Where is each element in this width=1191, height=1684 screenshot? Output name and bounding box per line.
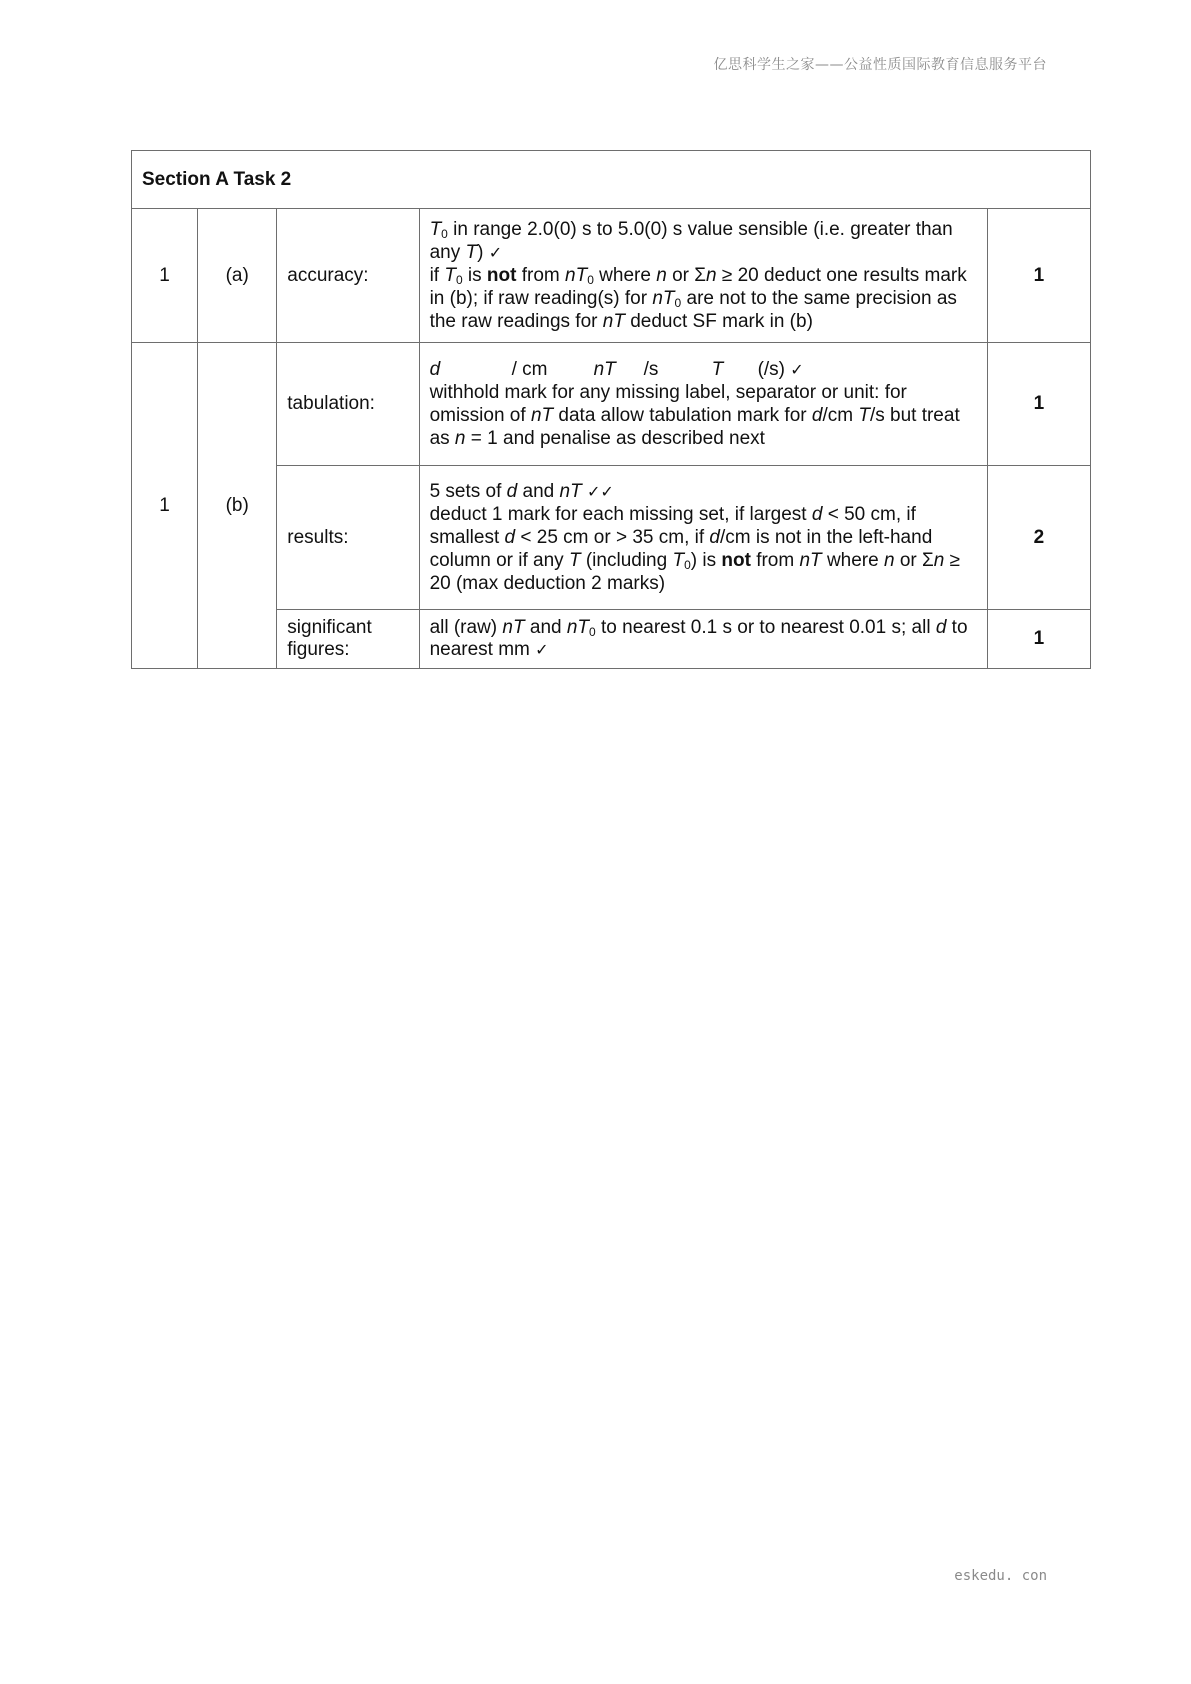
criterion-label: significant figures:	[277, 610, 419, 669]
mark-value: 1	[987, 209, 1090, 343]
section-title: Section A Task 2	[132, 151, 1091, 209]
question-part: (b)	[198, 343, 277, 669]
mark-value: 1	[987, 343, 1090, 466]
tick-icon: ✓	[600, 482, 614, 501]
criterion-label: accuracy:	[277, 209, 419, 343]
criterion-description: d / cm nT /s T (/s) ✓ withhold mark for any missing label, separator or unit: for omission of nT data allow tabulation mark for d/cm T/s but treat as n = 1 and penalise as described next	[419, 343, 987, 466]
tick-icon: ✓	[790, 360, 804, 379]
table-row-accuracy	[132, 209, 1091, 343]
criterion-label: tabulation:	[277, 343, 419, 466]
table-row-tabulation	[132, 343, 1091, 466]
mark-value: 2	[987, 466, 1090, 610]
table-header-example: d / cm nT /s T (/s) ✓	[429, 359, 804, 380]
question-part: (a)	[198, 209, 277, 343]
criterion-description: 5 sets of d and nT ✓✓ deduct 1 mark for each missing set, if largest d < 50 cm, if smallest d < 25 cm or > 35 cm, if d/cm is not in the left-hand column or if any T (including $T_0$) is not from nT where n or Σn ≥ 20 (max deduction 2 marks)	[419, 466, 987, 610]
tick-icon: ✓	[488, 243, 503, 262]
tick-icon: ✓	[535, 640, 549, 659]
question-number: 1	[132, 209, 198, 343]
mark-value: 1	[987, 610, 1090, 669]
mark-scheme-table	[131, 150, 1091, 669]
footer-watermark: eskedu. con	[954, 1568, 1047, 1584]
section-header-row	[132, 151, 1091, 209]
criterion-label: results:	[277, 466, 419, 610]
question-number: 1	[132, 343, 198, 669]
header-watermark: 亿思科学生之家——公益性质国际教育信息服务平台	[713, 57, 1047, 73]
tick-icon: ✓	[586, 482, 601, 501]
criterion-description: $T_0$ in range 2.0(0) s to 5.0(0) s value sensible (i.e. greater than any T) ✓ if $T_0$ is not from $nT_0$ where n or Σn ≥ 20 deduct one results mark in (b); if raw reading(s) for $nT_0$ are not to the same precision as the raw readings for nT deduct SF mark in (b)	[419, 209, 987, 343]
criterion-description: all (raw) nT and $nT_0$ to nearest 0.1 s or to nearest 0.01 s; all d to nearest mm ✓	[419, 610, 987, 669]
